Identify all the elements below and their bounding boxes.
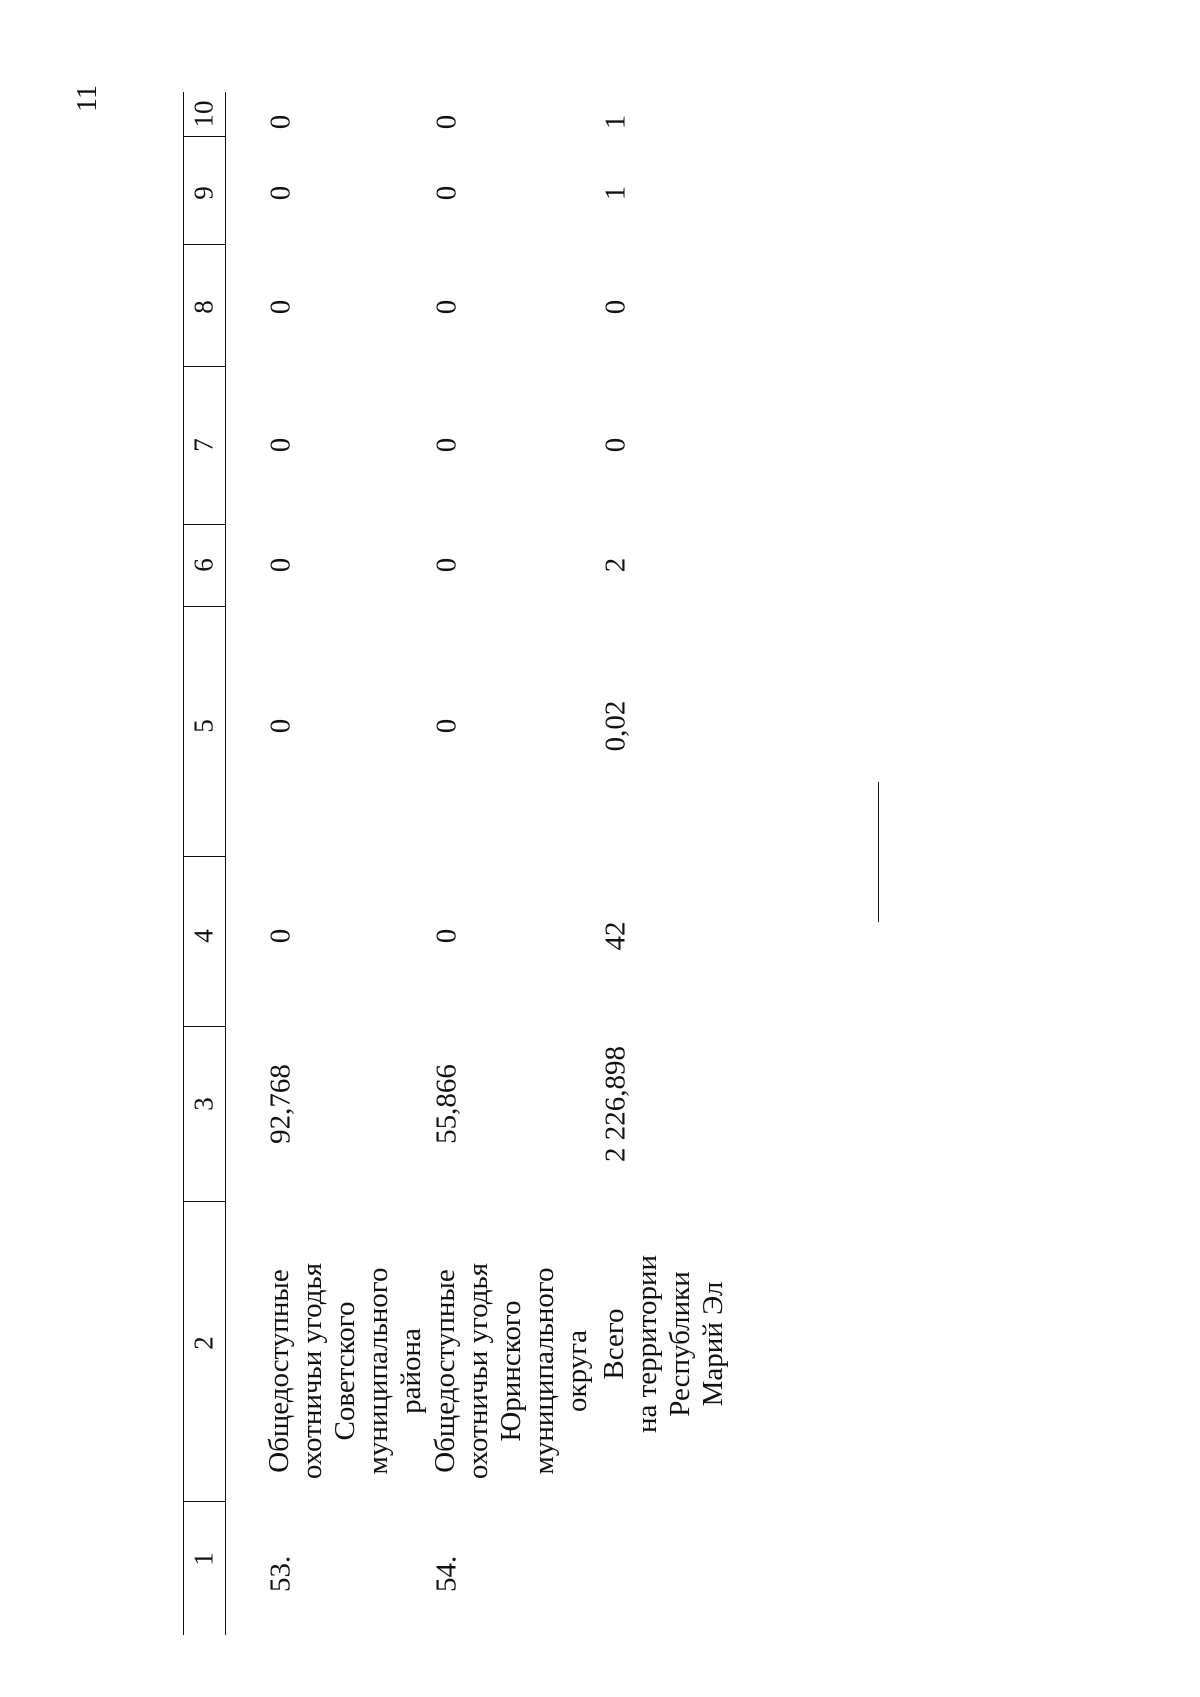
header-col-divider (183, 366, 225, 367)
row-54-col-7: 0 (430, 437, 463, 453)
row-53-col-8: 0 (264, 299, 297, 315)
header-col-divider (183, 1201, 225, 1202)
row-54-col-5: 0 (430, 718, 463, 734)
row-53-col-4: 0 (264, 928, 297, 944)
row-54-col-10: 0 (430, 114, 463, 130)
col-header-3: 3 (188, 1097, 219, 1111)
name-line: Советского (329, 1301, 361, 1441)
name-line: района (395, 1328, 427, 1414)
header-col-divider (183, 1501, 225, 1502)
row-54-name (429, 1263, 594, 1479)
name-line: Марий Эл (697, 1281, 729, 1407)
row-53-col-5: 0 (264, 718, 297, 734)
row-53-col-3: 92,768 (264, 1064, 297, 1144)
page-number: 11 (72, 85, 103, 112)
col-header-4: 4 (188, 929, 219, 943)
header-col-divider (183, 606, 225, 607)
row-54-col-6: 0 (430, 557, 463, 573)
total-col-10: 1 (599, 114, 632, 130)
row-53-name (263, 1263, 428, 1479)
name-line: на территории (631, 1254, 663, 1434)
col-header-8: 8 (188, 300, 219, 314)
name-line: Общедоступные (263, 1269, 295, 1473)
col-header-10: 10 (188, 100, 219, 128)
header-bottom-rule (225, 92, 226, 1635)
name-line: муниципального (528, 1267, 560, 1475)
total-col-7: 0 (599, 437, 632, 453)
total-col-5: 0,02 (599, 700, 632, 752)
row-53-col-10: 0 (264, 114, 297, 130)
col-header-6: 6 (188, 558, 219, 572)
name-line: Общедоступные (429, 1269, 461, 1473)
name-line: Всего (598, 1308, 630, 1380)
total-row-name (598, 1255, 730, 1433)
col-header-5: 5 (188, 719, 219, 733)
row-53-col-7: 0 (264, 437, 297, 453)
name-line: охотничьи угодья (462, 1262, 494, 1480)
row-54-number: 54. (430, 1555, 463, 1592)
row-54-col-8: 0 (430, 299, 463, 315)
header-col-divider (183, 524, 225, 525)
header-col-divider (183, 1026, 225, 1027)
row-53-col-9: 0 (264, 185, 297, 201)
name-line: Республики (664, 1271, 696, 1417)
total-col-9: 1 (599, 185, 632, 201)
row-54-col-4: 0 (430, 928, 463, 944)
total-col-8: 0 (599, 299, 632, 315)
row-54-col-9: 0 (430, 185, 463, 201)
end-separator-line (878, 782, 879, 922)
row-54-col-3: 55,866 (430, 1064, 463, 1144)
total-col-3: 2 226,898 (599, 1046, 632, 1162)
name-line: округа (561, 1330, 593, 1412)
col-header-7: 7 (188, 438, 219, 452)
row-53-number: 53. (264, 1555, 297, 1592)
header-col-divider (183, 244, 225, 245)
header-col-divider (183, 136, 225, 137)
col-header-1: 1 (188, 1552, 219, 1566)
name-line: охотничьи угодья (296, 1262, 328, 1480)
total-col-4: 42 (599, 921, 632, 951)
row-53-col-6: 0 (264, 557, 297, 573)
table-top-rule (183, 92, 184, 1635)
col-header-2: 2 (188, 1336, 219, 1350)
col-header-9: 9 (188, 186, 219, 200)
header-col-divider (183, 856, 225, 857)
name-line: муниципального (362, 1267, 394, 1475)
total-col-6: 2 (599, 557, 632, 573)
name-line: Юринского (495, 1300, 527, 1442)
